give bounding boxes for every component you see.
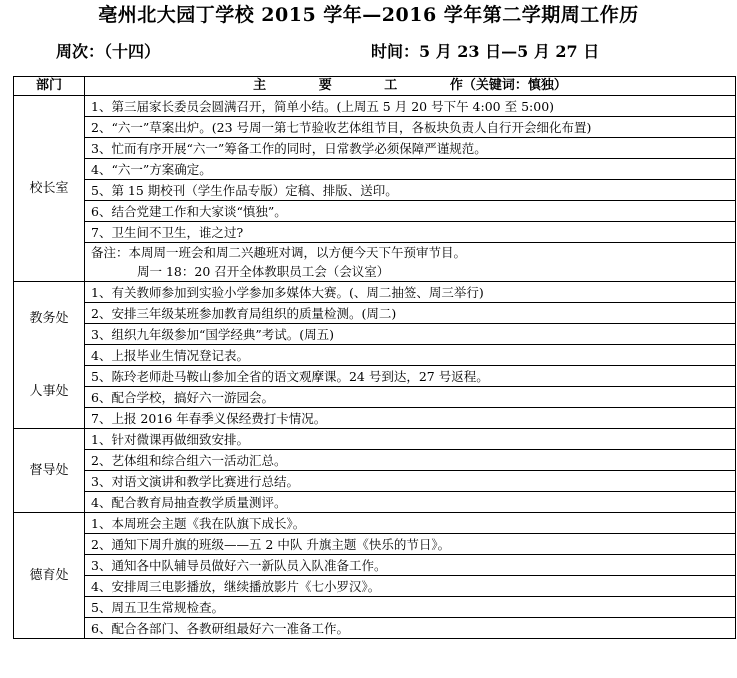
list-item: 4、“六一”方案确定。 [85,159,736,180]
note-line-2: 周一 18：20 召开全体教职员工会（会议室） [137,264,390,279]
dept-moral: 德育处 [14,513,85,639]
work-calendar-table [13,76,736,639]
table-row [14,471,736,492]
table-row [14,324,736,345]
table-row [14,243,736,282]
table-row [14,513,736,534]
list-item: 3、通知各中队辅导员做好六一新队员入队准备工作。 [85,555,736,576]
table-row [14,345,736,366]
table-row [14,366,736,387]
header-char-yao: 要 [318,78,332,93]
table-row [14,117,736,138]
list-item: 3、组织九年级参加“国学经典”考试。(周五) [85,324,736,345]
list-item: 3、对语文演讲和教学比赛进行总结。 [85,471,736,492]
list-item: 4、上报毕业生情况登记表。 [85,345,736,366]
list-item: 5、第 15 期校刊（学生作品专版）定稿、排版、送印。 [85,180,736,201]
list-item: 5、陈玲老师赴马鞍山参加全省的语文观摩课。24 号到达，27 号返程。 [85,366,736,387]
table-row [14,576,736,597]
table-row [14,96,736,117]
page-title: 亳州北大园丁学校 2015 学年—2016 学年第二学期周工作历 [98,4,639,26]
header-char-gong: 工 [384,78,398,93]
list-item: 1、针对微课再做细致安排。 [85,429,736,450]
table-row [14,555,736,576]
table-row [14,138,736,159]
table-row [14,408,736,429]
header-dept: 部门 [14,77,85,96]
list-item: 3、忙而有序开展“六一”筹备工作的同时，日常教学必须保障严谨规范。 [85,138,736,159]
list-item: 4、安排周三电影播放，继续播放影片《七小罗汉》。 [85,576,736,597]
list-item: 1、本周班会主题《我在队旗下成长》。 [85,513,736,534]
list-item: 2、通知下周升旗的班级——五 2 中队 升旗主题《快乐的节日》。 [85,534,736,555]
table-row [14,303,736,324]
principal-note [85,243,736,282]
list-item: 2、“六一”草案出炉。(23 号周一第七节验收艺体组节目，各板块负责人自行开会细化布置) [85,117,736,138]
table-row [14,618,736,639]
list-item: 6、结合党建工作和大家谈“慎独”。 [85,201,736,222]
list-item: 6、配合学校，搞好六一游园会。 [85,387,736,408]
table-row [14,429,736,450]
dept-principal: 校长室 [14,96,85,282]
list-item: 2、艺体组和综合组六一活动汇总。 [85,450,736,471]
header-main-work [85,77,736,96]
table-row [14,282,736,303]
table-row [14,597,736,618]
dept-personnel: 人事处 [29,384,69,399]
list-item: 1、有关教师参加到实验小学参加多媒体大赛。(、周二抽签、周三举行) [85,282,736,303]
list-item: 7、上报 2016 年春季义保经费打卡情况。 [85,408,736,429]
dept-academic: 教务处 [29,311,69,326]
week-number: 周次：（十四） [56,42,161,61]
list-item: 6、配合各部门、各教研组最好六一准备工作。 [85,618,736,639]
table-row [14,387,736,408]
list-item: 4、配合教育局抽查教学质量测评。 [85,492,736,513]
list-item: 5、周五卫生常规检查。 [85,597,736,618]
note-line-1: 备注：本周周一班会和周二兴趣班对调，以方便今天下午预审节目。 [91,245,467,260]
date-range: 时间：5 月 23 日—5 月 27 日 [371,42,600,61]
table-header-row [14,77,736,96]
list-item: 2、安排三年级某班参加教育局组织的质量检测。(周二) [85,303,736,324]
dept-academic-personnel [14,282,85,429]
table-row [14,450,736,471]
list-item: 7、卫生间不卫生，谁之过? [85,222,736,243]
header-char-zhu: 主 [253,78,267,93]
table-row [14,492,736,513]
list-item: 1、第三届家长委员会圆满召开，简单小结。(上周五 5 月 20 号下午 4:00 至 5:00) [85,96,736,117]
table-row [14,534,736,555]
table-row [14,222,736,243]
table-row [14,201,736,222]
header-char-zuo-keyword: 作（关键词：慎独） [449,78,567,93]
table-row [14,159,736,180]
dept-supervision: 督导处 [14,429,85,513]
table-row [14,180,736,201]
